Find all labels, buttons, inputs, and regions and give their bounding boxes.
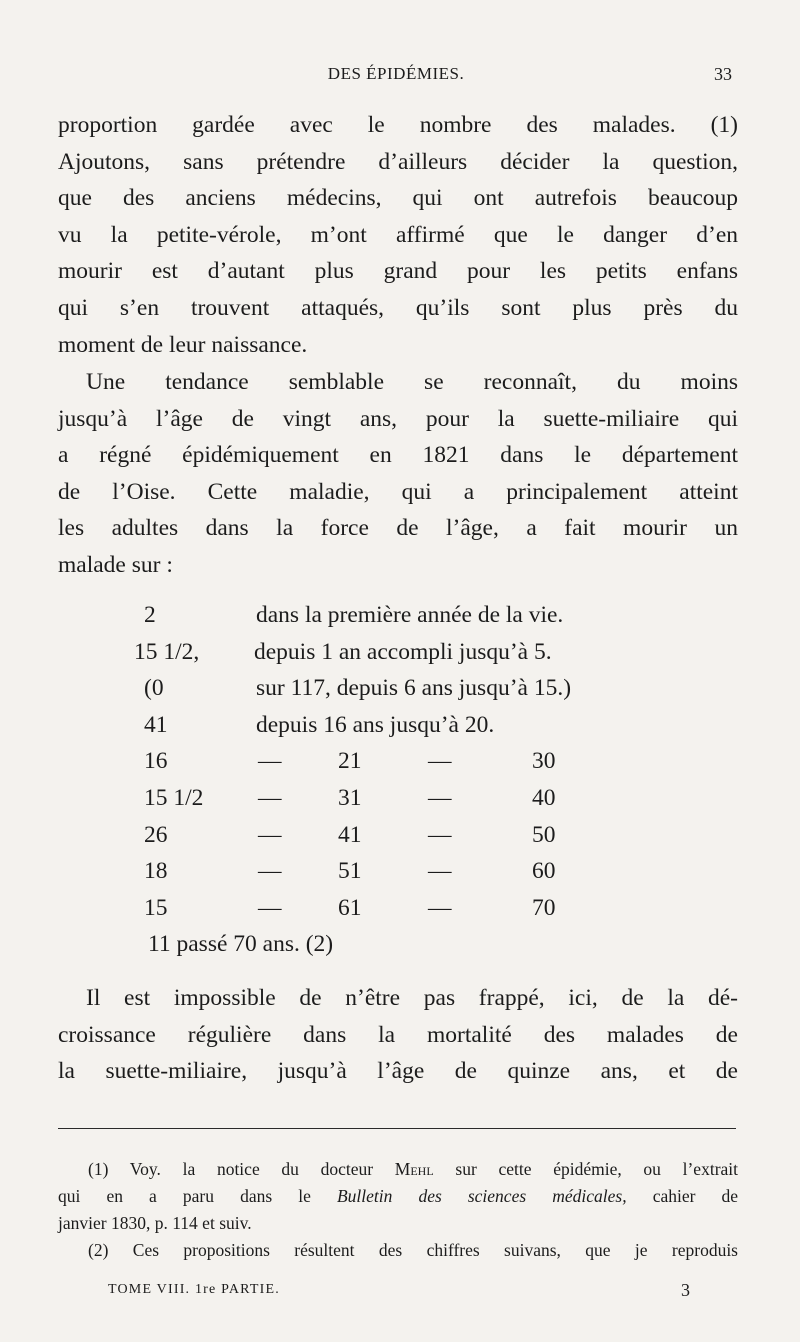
signature-mark: TOME VIII. 1re PARTIE. — [108, 1282, 280, 1297]
dash: — — [258, 894, 282, 921]
dash: — — [428, 784, 452, 811]
footnote-1 — [58, 1156, 738, 1183]
text-line: malade sur : — [58, 551, 173, 578]
mortality-table — [58, 602, 738, 968]
text-line: les adultes dans la force de l’âge, a fait mourir un — [58, 515, 738, 542]
text-line: moment de leur naissance. — [58, 331, 308, 358]
signature-number: 3 — [681, 1280, 690, 1300]
footnotes — [58, 1156, 738, 1264]
paragraph-2 — [58, 364, 738, 584]
dash: — — [258, 858, 282, 885]
text-line: proportion gardée avec le nombre des malades. (1) — [58, 112, 738, 138]
footnote-text: qui en a paru dans le — [58, 1186, 311, 1206]
paragraph-3 — [58, 980, 738, 1090]
footnote-text: Voy. la notice du docteur — [129, 1159, 374, 1179]
table-row — [58, 602, 738, 639]
to-age-cell: 60 — [532, 858, 556, 885]
description-cell: sur 117, depuis 6 ans jusqu’à 15.) — [256, 675, 572, 702]
rate-cell: 2 — [144, 602, 156, 628]
text-line: qui s’en trouvent attaqués, qu’ils sont plus près du — [58, 294, 738, 321]
text-line: jusqu’à l’âge de vingt ans, pour la suette-miliaire qui — [58, 405, 738, 432]
text-line: que des anciens médecins, qui ont autrefois beaucoup — [58, 185, 738, 212]
text-line: de l’Oise. Cette maladie, qui a principalement atteint — [58, 478, 738, 505]
rate-cell: 15 1/2, — [134, 638, 200, 665]
description-cell: dans la première année de la vie. — [256, 602, 564, 628]
description-cell: depuis 16 ans jusqu’à 20. — [256, 711, 495, 738]
footnote-1-line-2 — [58, 1183, 738, 1210]
to-age-cell: 70 — [532, 894, 556, 921]
footnote-mark: (1) — [88, 1159, 109, 1179]
rate-cell: 16 — [144, 748, 168, 775]
text-line: Une tendance semblable se reconnaît, du moins — [86, 369, 738, 395]
to-age-cell: 40 — [532, 784, 556, 811]
text-line: croissance régulière dans la mortalité des malades de — [58, 1021, 738, 1048]
to-age-cell: 50 — [532, 821, 556, 848]
table-row — [58, 895, 738, 932]
text-line: vu la petite-vérole, m’ont affirmé que le danger d’en — [58, 221, 738, 248]
to-age-cell: 30 — [532, 748, 556, 775]
dash: — — [258, 784, 282, 811]
dash: — — [258, 748, 282, 775]
rate-cell: (0 — [144, 675, 164, 702]
final-row-text: 11 passé 70 ans. (2) — [148, 931, 334, 958]
rate-cell: 15 1/2 — [144, 784, 204, 811]
dash: — — [428, 748, 452, 775]
page-number: 33 — [714, 64, 732, 84]
footnote-rule — [58, 1128, 736, 1129]
running-head — [60, 62, 732, 92]
footnote-mark: (2) — [88, 1240, 109, 1260]
dash: — — [428, 821, 452, 848]
text-line: Ajoutons, sans prétendre d’ailleurs décider la question, — [58, 148, 738, 175]
description-cell: depuis 1 an accompli jusqu’à 5. — [254, 638, 552, 665]
rate-cell: 26 — [144, 821, 168, 848]
from-age-cell: 61 — [338, 894, 362, 921]
table-row — [58, 712, 738, 749]
table-row — [58, 822, 738, 859]
text-line: mourir est d’autant plus grand pour les petits enfans — [58, 258, 738, 285]
rate-cell: 18 — [144, 858, 168, 885]
text-line: a régné épidémiquement en 1821 dans le département — [58, 442, 738, 469]
paragraph-1 — [58, 107, 738, 363]
text-line: Il est impossible de n’être pas frappé, ici, de la dé- — [86, 985, 738, 1011]
rate-cell: 15 — [144, 894, 168, 921]
footnote-1-line-3: janvier 1830, p. 114 et suiv. — [58, 1213, 252, 1233]
from-age-cell: 31 — [338, 784, 362, 811]
from-age-cell: 51 — [338, 858, 362, 885]
table-row — [58, 639, 738, 676]
footnote-2 — [58, 1237, 738, 1264]
table-row — [58, 931, 738, 968]
from-age-cell: 41 — [338, 821, 362, 848]
footnote-text: Ces propositions résultent des chiffres suivans, que je reproduis — [132, 1240, 738, 1260]
author-name: Mehl — [394, 1159, 434, 1179]
table-row — [58, 785, 738, 822]
page-footer — [108, 1282, 690, 1306]
dash: — — [428, 858, 452, 885]
footnote-text: sur cette épidémie, ou l’extrait — [455, 1159, 739, 1179]
footnote-text: cahier de — [652, 1186, 739, 1206]
table-row — [58, 675, 738, 712]
running-title: DES ÉPIDÉMIES. — [327, 64, 465, 83]
journal-title: Bulletin des sciences médicales, — [336, 1186, 627, 1206]
text-line: la suette-miliaire, jusqu’à l’âge de quinze ans, et de — [58, 1058, 738, 1085]
rate-cell: 41 — [144, 711, 168, 738]
dash: — — [258, 821, 282, 848]
table-row — [58, 748, 738, 785]
from-age-cell: 21 — [338, 748, 362, 775]
dash: — — [428, 894, 452, 921]
table-row — [58, 858, 738, 895]
